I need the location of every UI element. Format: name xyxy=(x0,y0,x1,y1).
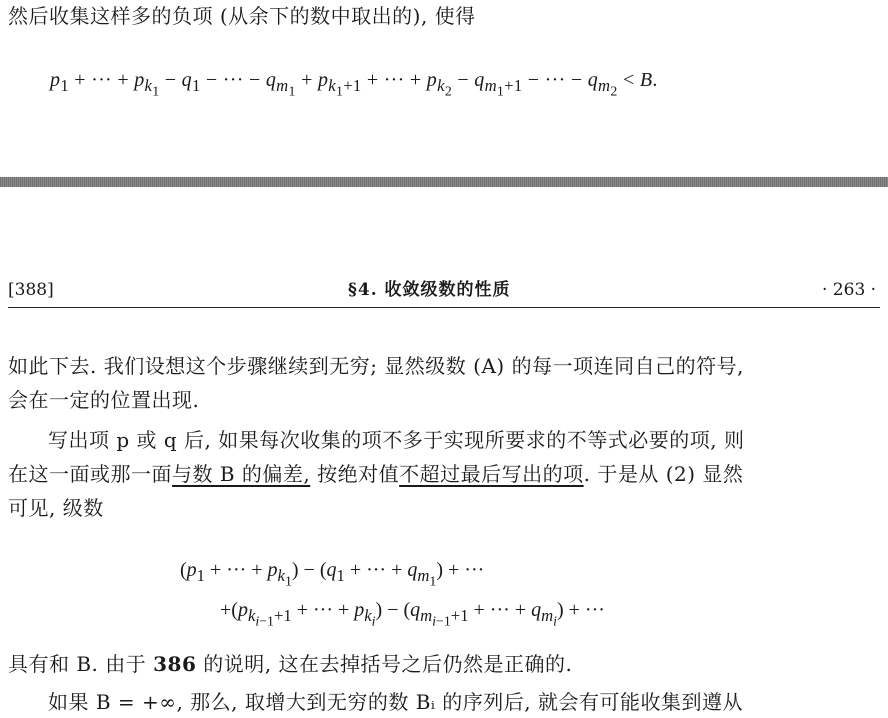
page-section-number: [388] xyxy=(8,280,54,300)
running-header-title: §4. 收敛级数的性质 xyxy=(348,280,511,300)
text-run: 的说明, 这在去掉括号之后仍然是正确的. xyxy=(196,652,573,676)
formula-inequality: $p_1$ + ··· + $p_{k_1} - q_1$ − ··· − $q_{m_1} + p_{k_1+1}$ + ··· + $p_{k_2} - q_{m_1+1}$ − ··· − $q_{m_2} < B$. xyxy=(50,69,658,100)
paragraph-line: 如此下去. 我们设想这个步骤继续到无穷; 显然级数 (A) 的每一项连同自己的符号, xyxy=(8,354,744,378)
text-line: 然后收集这样多的负项 (从余下的数中取出的), 使得 xyxy=(8,4,476,28)
reference-number: 386 xyxy=(153,652,197,676)
paragraph-line xyxy=(8,650,572,678)
formula-series-line2: $+(p_{k_{i-1}+1}$ + ··· + $p_{k_i}) - (q_{m_{i-1}+1}$ + ··· + $q_{m_i}$) + ··· xyxy=(220,599,605,630)
formula-series-line1: ($p_1$ + ··· + $p_{k_1}) - (q_1$ + ··· + $q_{m_1}$) + ··· xyxy=(180,559,485,590)
header-rule xyxy=(8,307,880,308)
paragraph-line: 写出项 p 或 q 后, 如果每次收集的项不多于实现所要求的不等式必要的项, 则 xyxy=(48,428,745,452)
paragraph-line: 可见, 级数 xyxy=(8,496,104,520)
underlined-phrase: 与数 B 的偏差, xyxy=(172,462,311,486)
text-run: 按绝对值 xyxy=(310,462,400,486)
text-run: 具有和 B. 由于 xyxy=(8,652,154,676)
paragraph-line xyxy=(8,460,743,488)
paragraph-line: 会在一定的位置出现. xyxy=(8,388,200,412)
page-divider xyxy=(0,177,888,187)
paragraph-line: 如果 B = +∞, 那么, 取增大到无穷的数 Bᵢ 的序列后, 就会有可能收集到遵从 xyxy=(48,690,744,714)
text-run: . 于是从 (2) 显然 xyxy=(583,462,744,486)
page-number: · 263 · xyxy=(822,280,877,300)
underlined-phrase: 不超过最后写出的项 xyxy=(399,462,584,486)
text-run: 在这一面或那一面 xyxy=(8,462,172,486)
